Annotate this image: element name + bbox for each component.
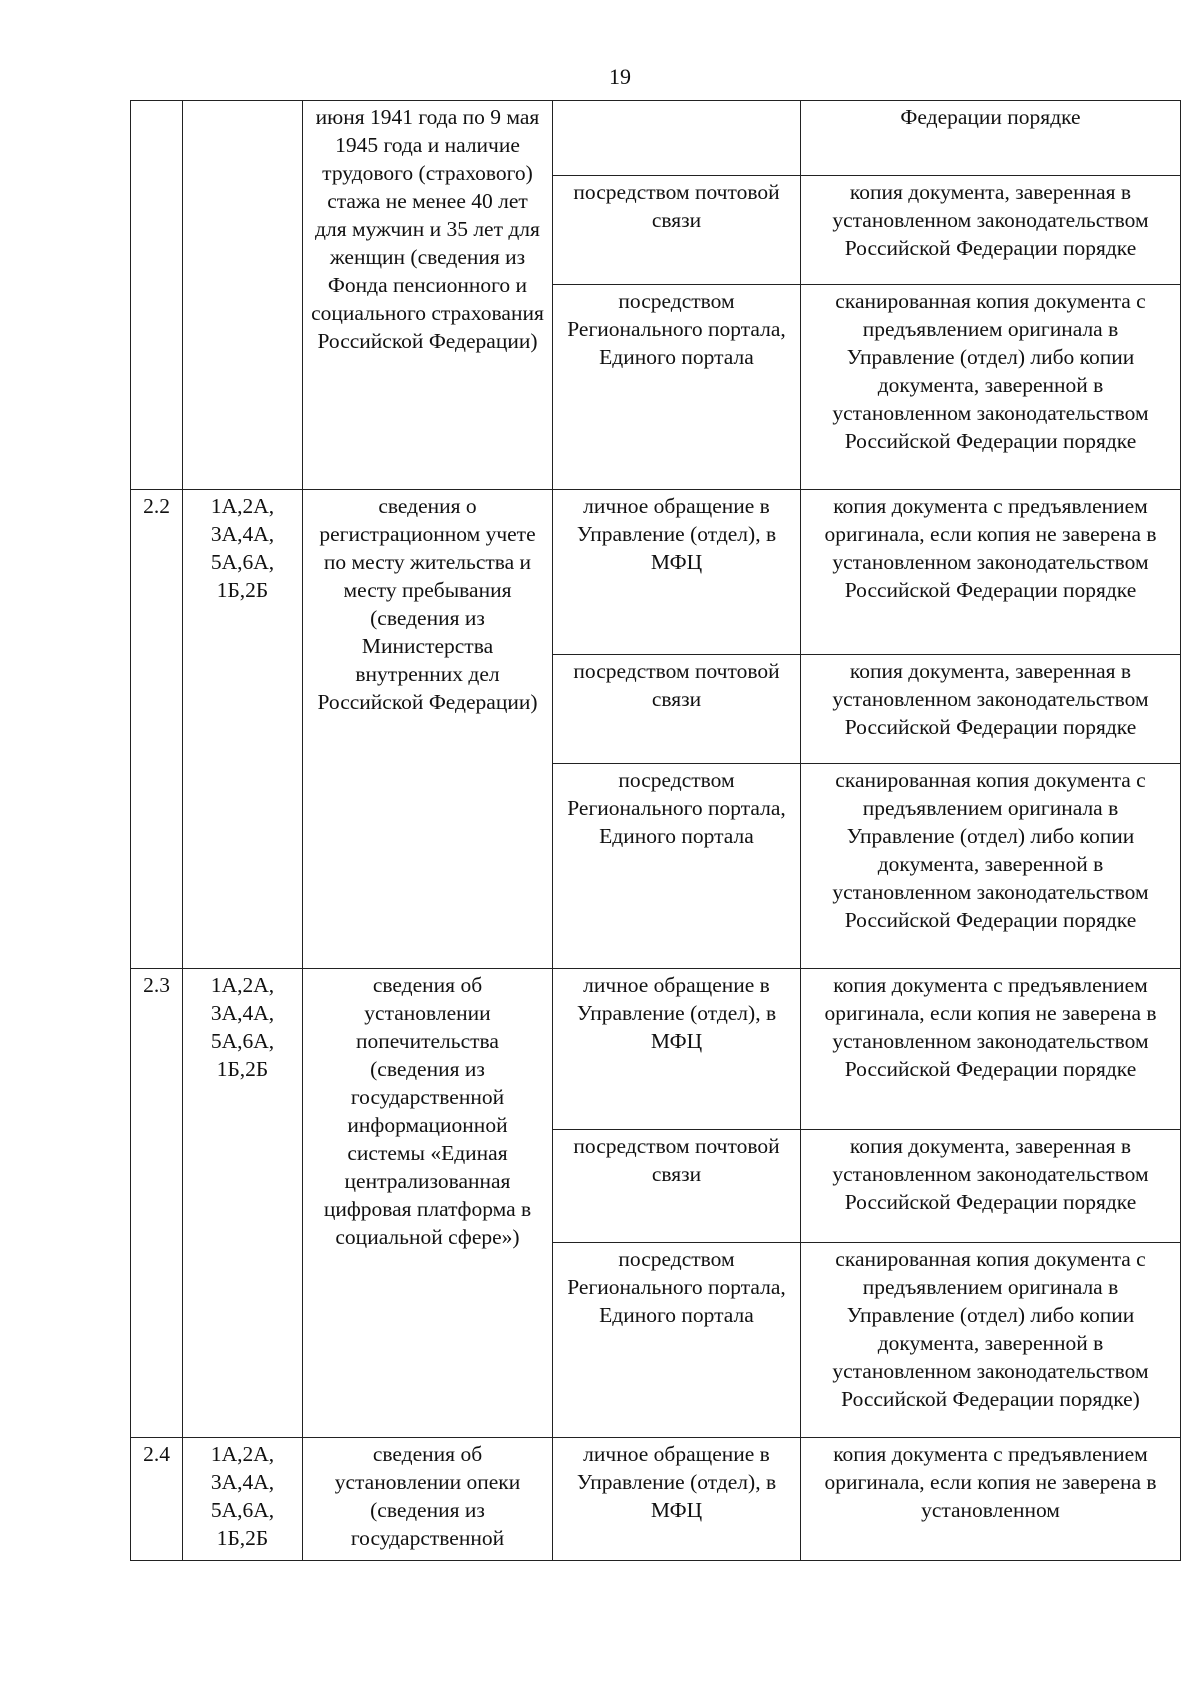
document-form-cell bbox=[801, 655, 1181, 764]
row-number-cell: 2.2 bbox=[131, 490, 183, 969]
category-cell: 1А,2А, 3А,4А, 5А,6А, 1Б,2Б bbox=[183, 1438, 303, 1561]
information-cell: июня 1941 года по 9 мая 1945 года и наличие трудового (страхового) стажа не менее 40 лет для мужчин и 35 лет для женщин (сведения из Фонда пенсионного и социального страхования Российской Федерации) bbox=[303, 101, 553, 490]
category-cell: 1А,2А, 3А,4А, 5А,6А, 1Б,2Б bbox=[183, 490, 303, 969]
document-form-text: копия документа с предъявлением оригинала, если копия не заверена в установленном законодательством Российской Федерации порядке bbox=[824, 973, 1157, 1081]
category-cell bbox=[183, 101, 303, 490]
information-cell: сведения об установлении опеки (сведения из государственной bbox=[303, 1438, 553, 1561]
submission-method-text: личное обращение в Управление (отдел), в МФЦ bbox=[576, 1442, 777, 1522]
submission-method-text: посредством почтовой связи bbox=[573, 1134, 780, 1186]
submission-method-text: посредством Регионального портала, Единого портала bbox=[567, 768, 786, 848]
information-cell: сведения о регистрационном учете по месту жительства и месту пребывания (сведения из Министерства внутренних дел Российской Федерации) bbox=[303, 490, 553, 969]
submission-method-cell bbox=[553, 1130, 801, 1243]
document-table bbox=[130, 100, 1181, 1561]
document-form-text: копия документа, заверенная в установленном законодательством Российской Федерации порядке bbox=[832, 659, 1149, 739]
submission-method-cell bbox=[553, 1438, 801, 1561]
submission-method-text bbox=[559, 103, 794, 173]
submission-method-text: личное обращение в Управление (отдел), в МФЦ bbox=[576, 494, 777, 574]
document-form-cell bbox=[801, 1438, 1181, 1561]
row-number-cell: 2.4 bbox=[131, 1438, 183, 1561]
document-form-text: Федерации порядке bbox=[900, 105, 1081, 129]
document-form-text: сканированная копия документа с предъявлением оригинала в Управление (отдел) либо копии документа, заверенной в установленном законодательством Российской Федерации порядке bbox=[832, 289, 1149, 453]
document-form-cell bbox=[801, 1130, 1181, 1243]
submission-method-cell bbox=[553, 285, 801, 490]
document-form-cell bbox=[801, 969, 1181, 1130]
document-form-cell bbox=[801, 1243, 1181, 1438]
document-form-text: копия документа с предъявлением оригинала, если копия не заверена в установленном законодательством Российской Федерации порядке bbox=[824, 494, 1157, 602]
submission-method-text: посредством почтовой связи bbox=[573, 659, 780, 711]
submission-method-cell bbox=[553, 764, 801, 969]
document-form-cell bbox=[801, 176, 1181, 285]
submission-method-text: посредством почтовой связи bbox=[573, 180, 780, 232]
submission-method-cell bbox=[553, 101, 801, 176]
information-cell: сведения об установлении попечительства (сведения из государственной информационной системы «Единая централизованная цифровая платформа в социальной сфере») bbox=[303, 969, 553, 1438]
document-form-cell bbox=[801, 764, 1181, 969]
table-row bbox=[131, 969, 1181, 1130]
submission-method-cell bbox=[553, 490, 801, 655]
row-number-cell bbox=[131, 101, 183, 490]
submission-method-text: личное обращение в Управление (отдел), в МФЦ bbox=[576, 973, 777, 1053]
table-row bbox=[131, 101, 1181, 176]
document-form-cell bbox=[801, 101, 1181, 176]
document-form-text: копия документа с предъявлением оригинала, если копия не заверена в установленном bbox=[824, 1442, 1157, 1522]
category-cell: 1А,2А, 3А,4А, 5А,6А, 1Б,2Б bbox=[183, 969, 303, 1438]
row-number-cell: 2.3 bbox=[131, 969, 183, 1438]
submission-method-text: посредством Регионального портала, Единого портала bbox=[567, 289, 786, 369]
table-row bbox=[131, 490, 1181, 655]
document-form-text: копия документа, заверенная в установленном законодательством Российской Федерации порядке bbox=[832, 180, 1149, 260]
document-form-text: сканированная копия документа с предъявлением оригинала в Управление (отдел) либо копии документа, заверенной в установленном законодательством Российской Федерации порядке) bbox=[832, 1247, 1149, 1411]
document-form-text: сканированная копия документа с предъявлением оригинала в Управление (отдел) либо копии документа, заверенной в установленном законодательством Российской Федерации порядке bbox=[832, 768, 1149, 932]
document-form-text: копия документа, заверенная в установленном законодательством Российской Федерации порядке bbox=[832, 1134, 1149, 1214]
submission-method-text: посредством Регионального портала, Единого портала bbox=[567, 1247, 786, 1327]
submission-method-cell bbox=[553, 176, 801, 285]
table-row bbox=[131, 1438, 1181, 1561]
document-form-cell bbox=[801, 490, 1181, 655]
submission-method-cell bbox=[553, 969, 801, 1130]
submission-method-cell bbox=[553, 655, 801, 764]
page-number: 19 bbox=[609, 64, 631, 89]
submission-method-cell bbox=[553, 1243, 801, 1438]
document-form-cell bbox=[801, 285, 1181, 490]
